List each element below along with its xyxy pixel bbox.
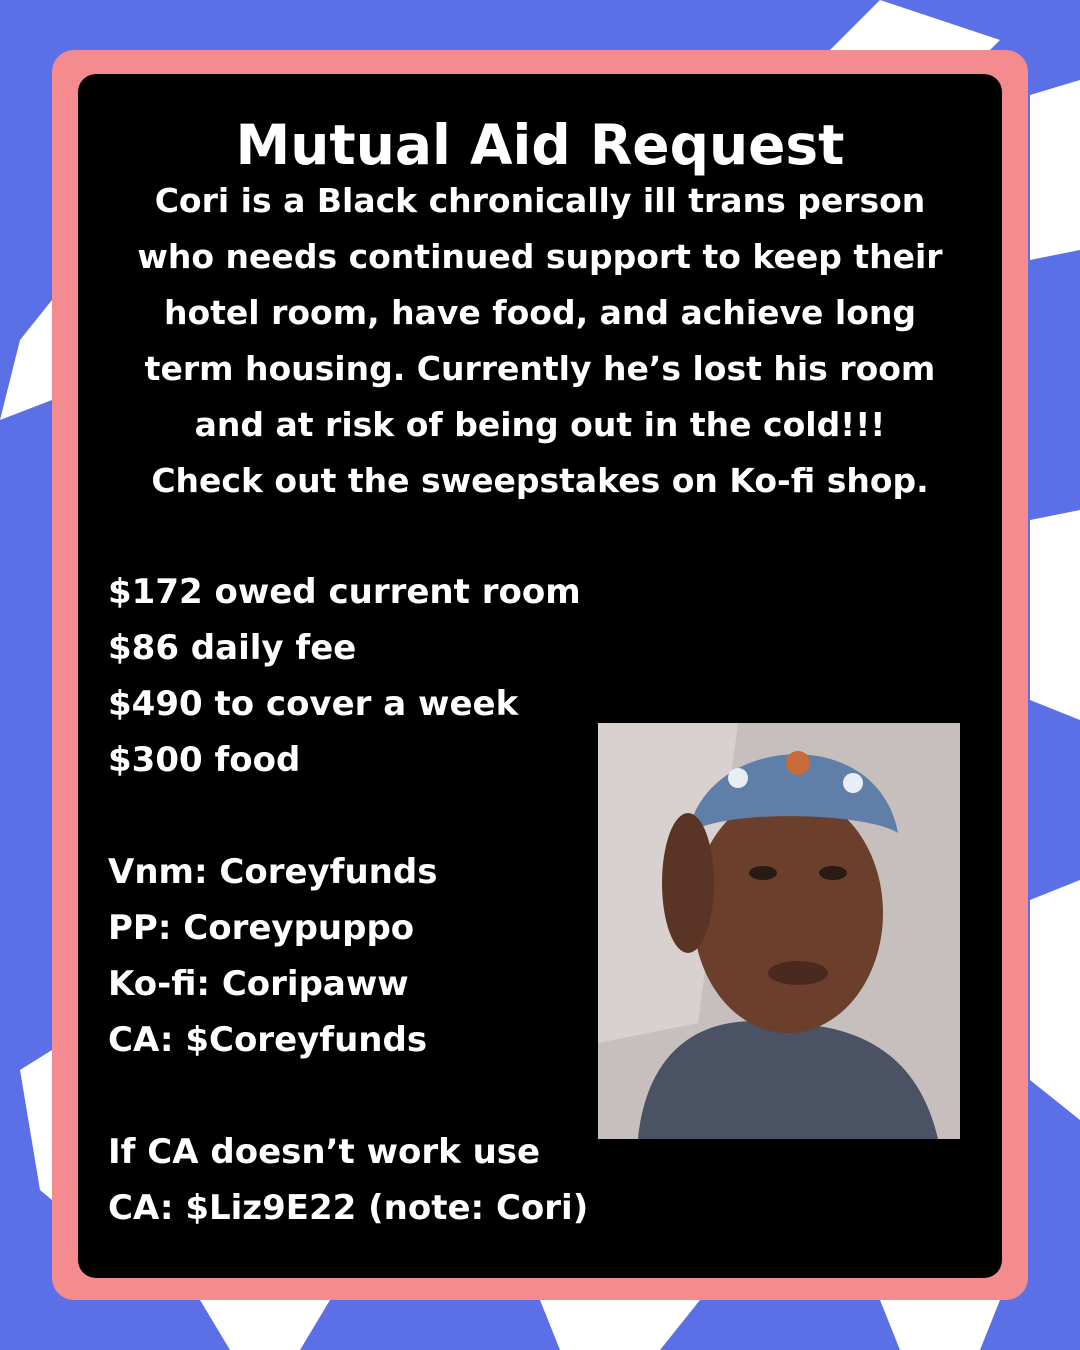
- eye-shape: [749, 866, 777, 880]
- white-shape: [0, 300, 52, 420]
- intro-line: Check out the sweepstakes on Ko-fi shop.: [151, 461, 929, 500]
- cost-item: $86 daily fee: [108, 628, 357, 668]
- white-shape: [1030, 80, 1080, 260]
- cost-item: $490 to cover a week: [108, 684, 519, 724]
- intro-line: who needs continued support to keep their: [137, 237, 943, 276]
- portrait-illustration: [598, 723, 960, 1139]
- intro-line: Cori is a Black chronically ill trans person: [154, 181, 926, 220]
- poster-title: Mutual Aid Request: [235, 113, 845, 177]
- white-shape: [20, 1050, 52, 1200]
- eye-shape: [819, 866, 847, 880]
- payment-handle: CA: $Coreyfunds: [108, 1020, 428, 1060]
- cost-item: $172 owed current room: [108, 572, 581, 612]
- note-line: If CA doesn’t work use: [108, 1132, 541, 1172]
- intro-line: and at risk of being out in the cold!!!: [194, 405, 886, 444]
- intro-line: term housing. Currently he’s lost his room: [144, 349, 936, 388]
- white-shape: [540, 1300, 700, 1350]
- headband-pattern: [728, 768, 748, 788]
- fallback-note: [108, 1124, 588, 1236]
- payment-handle: Vnm: Coreyfunds: [108, 852, 438, 892]
- headband-pattern: [843, 773, 863, 793]
- payment-handles: [108, 844, 437, 1068]
- mouth-shape: [768, 961, 828, 985]
- payment-handle: Ko-fi: Coripaww: [108, 964, 409, 1004]
- white-shape: [1030, 510, 1080, 720]
- white-shape: [880, 1300, 1000, 1350]
- cost-list: [108, 564, 581, 788]
- white-shape: [200, 1300, 330, 1350]
- hand-shape: [662, 813, 714, 953]
- cost-item: $300 food: [108, 740, 301, 780]
- headband-pattern: [786, 751, 810, 775]
- intro-paragraph: [100, 173, 980, 509]
- face-shape: [693, 793, 883, 1033]
- white-shape: [1030, 880, 1080, 1120]
- note-line: CA: $Liz9E22 (note: Cori): [108, 1188, 589, 1228]
- portrait-photo: [598, 723, 960, 1139]
- intro-line: hotel room, have food, and achieve long: [163, 293, 916, 332]
- payment-handle: PP: Coreypuppo: [108, 908, 415, 948]
